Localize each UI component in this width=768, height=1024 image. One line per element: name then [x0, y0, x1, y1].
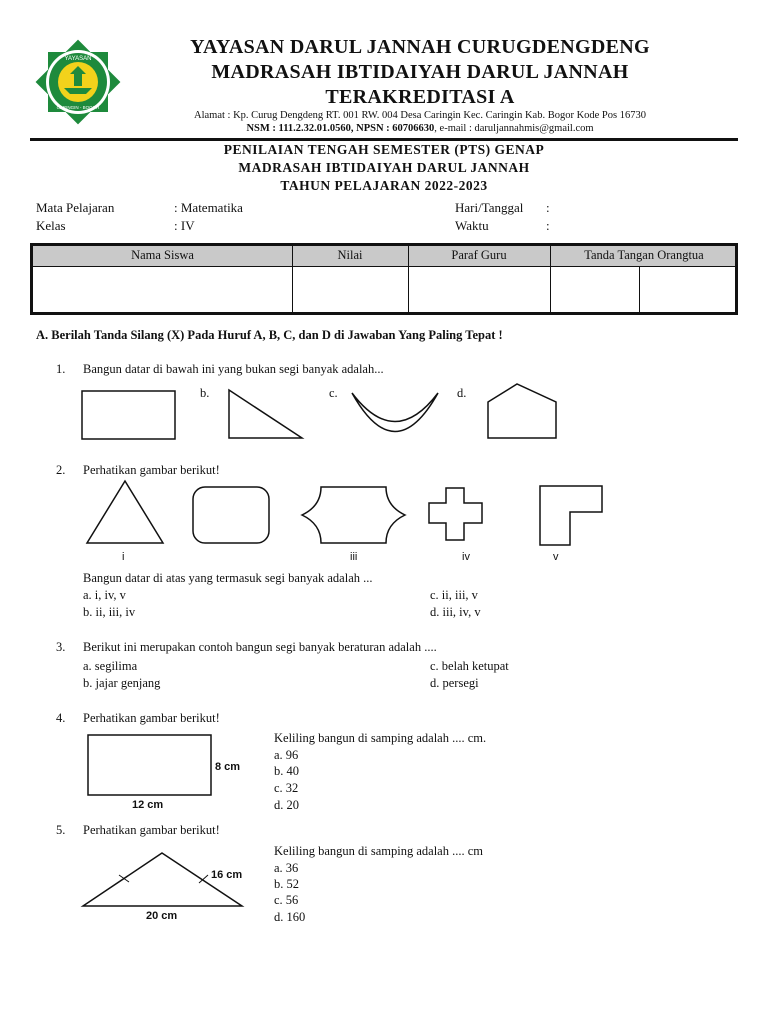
right-triangle-shape — [229, 390, 302, 438]
header-parent-sign: Tanda Tangan Orangtua — [584, 248, 704, 262]
crescent-shape — [352, 393, 438, 432]
concave-shape — [302, 487, 405, 543]
school-name: MADRASAH IBTIDAIYAH DARUL JANNAH — [211, 61, 629, 83]
exam-school: MADRASAH IBTIDAIYAH DARUL JANNAH — [238, 160, 530, 175]
nsm-npsn: NSM : 111.2.32.01.0560, NPSN : 60706630 — [246, 123, 435, 134]
q4-option-b[interactable]: b. 40 — [274, 764, 299, 778]
accreditation: TERAKREDITASI A — [325, 86, 515, 108]
logo-top-text: YAYASAN — [64, 56, 92, 62]
q5-option-d[interactable]: d. 160 — [274, 910, 306, 924]
q2-option-d[interactable]: d. iii, iv, v — [430, 605, 481, 619]
q1-label-b: b. — [200, 386, 210, 400]
header-teacher-sign: Paraf Guru — [451, 248, 507, 262]
logo-star-icon — [36, 40, 121, 125]
school-contact — [130, 123, 710, 134]
q3-option-a[interactable]: a. segilima — [83, 659, 138, 673]
header-divider — [30, 138, 738, 141]
q4-height-label: 8 cm — [215, 761, 241, 773]
time-label: Waktu — [455, 218, 489, 233]
q4-option-d[interactable]: d. 20 — [274, 798, 299, 812]
q5-option-c[interactable]: c. 56 — [274, 893, 299, 907]
class-label: Kelas — [36, 218, 66, 233]
header-score: Nilai — [337, 248, 363, 262]
school-address: Alamat : Kp. Curug Dengdeng RT. 001 RW. 004 Desa Caringin Kec. Caringin Kab. Bogor Kode Pos 16730 — [194, 110, 646, 121]
q4-option-a[interactable]: a. 96 — [274, 748, 299, 762]
q2-option-b[interactable]: b. ii, iii, iv — [83, 605, 136, 619]
class-value: : IV — [174, 218, 195, 233]
q2-fig-label-iv: iv — [462, 551, 470, 563]
school-logo — [34, 38, 122, 126]
q2-fig-label-iii: iii — [350, 551, 358, 563]
date-label: Hari/Tanggal — [455, 200, 524, 215]
q4-text: Perhatikan gambar berikut! — [83, 711, 220, 725]
q5-text: Perhatikan gambar berikut! — [83, 823, 220, 837]
q1-figures — [0, 380, 768, 446]
score-table — [30, 243, 738, 315]
rounded-rectangle-shape — [193, 487, 269, 543]
q4-number: 4. — [56, 711, 66, 725]
q1-label-c: c. — [329, 386, 338, 400]
q2-number: 2. — [56, 463, 66, 477]
q5-option-b[interactable]: b. 52 — [274, 877, 299, 891]
q5-base-label: 20 cm — [146, 910, 178, 922]
q1-label-d: d. — [457, 386, 467, 400]
subject-label: Mata Pelajaran — [36, 200, 115, 215]
pentagon-shape — [488, 384, 556, 438]
q2-fig-label-v: v — [553, 551, 559, 563]
q4-prompt: Keliling bangun di samping adalah .... cm. — [274, 731, 487, 745]
q2-text: Perhatikan gambar berikut! — [83, 463, 220, 477]
q1-number: 1. — [56, 362, 66, 376]
rectangle-shape — [82, 391, 175, 439]
l-shape — [540, 486, 602, 545]
q3-text: Berikut ini merupakan contoh bangun segi banyak beraturan adalah .... — [83, 640, 437, 654]
q5-prompt: Keliling bangun di samping adalah .... cm — [274, 844, 483, 858]
exam-year: TAHUN PELAJARAN 2022-2023 — [280, 178, 488, 193]
q3-option-c[interactable]: c. belah ketupat — [430, 659, 509, 673]
q3-option-d[interactable]: d. persegi — [430, 676, 479, 690]
header-name: Nama Siswa — [131, 248, 194, 262]
foundation-name: YAYASAN DARUL JANNAH CURUGDENGDENG — [190, 36, 650, 58]
q5-side-label: 16 cm — [211, 869, 243, 881]
q5-number: 5. — [56, 823, 66, 837]
q2-figures — [0, 478, 768, 548]
rectangle-shape — [88, 735, 211, 795]
triangle-shape — [87, 481, 163, 543]
q4-option-c[interactable]: c. 32 — [274, 781, 299, 795]
q2-fig-label-i: i — [122, 551, 125, 563]
q5-option-a[interactable]: a. 36 — [274, 861, 299, 875]
school-email: , e-mail : daruljannahmis@gmail.com — [434, 123, 594, 134]
subject-value: : Matematika — [174, 200, 243, 215]
cross-shape — [429, 488, 482, 540]
q3-number: 3. — [56, 640, 66, 654]
q2-prompt: Bangun datar di atas yang termasuk segi banyak adalah ... — [83, 571, 373, 585]
logo-bottom-text: CARINGIN - BOGOR — [56, 105, 100, 110]
exam-title: PENILAIAN TENGAH SEMESTER (PTS) GENAP — [223, 142, 545, 157]
section-a-instruction: A. Berilah Tanda Silang (X) Pada Huruf A, B, C, dan D di Jawaban Yang Paling Tepat ! — [36, 328, 503, 342]
q1-text: Bangun datar di bawah ini yang bukan segi banyak adalah... — [83, 362, 384, 376]
q2-option-a[interactable]: a. i, iv, v — [83, 588, 126, 602]
q3-option-b[interactable]: b. jajar genjang — [83, 676, 161, 690]
col-divider — [639, 266, 640, 312]
date-value: : — [546, 200, 550, 215]
q2-option-c[interactable]: c. ii, iii, v — [430, 588, 478, 602]
time-value: : — [546, 218, 550, 233]
q4-width-label: 12 cm — [132, 799, 164, 811]
